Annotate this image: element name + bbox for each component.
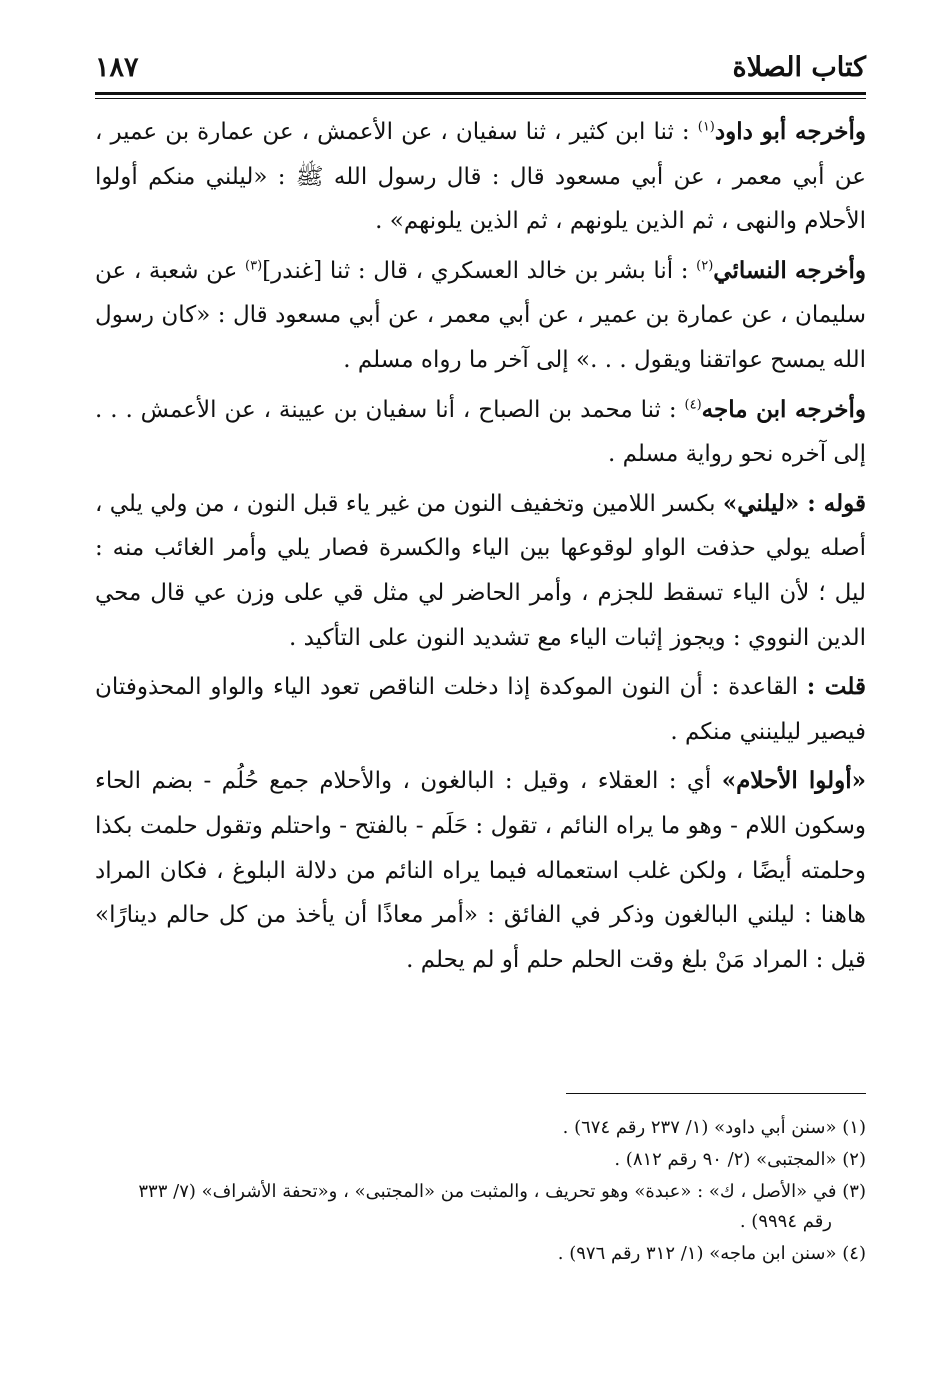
- paragraph-nasai: [95, 249, 866, 383]
- paragraph-ibn-majah: [95, 388, 866, 477]
- paragraph-lead: قلت :: [806, 673, 866, 701]
- paragraph-lead: وأخرجه النسائي: [713, 256, 866, 284]
- footnote-text: «سنن ابن ماجه» (١/ ٣١٢ رقم ٩٧٦) .: [557, 1243, 837, 1264]
- paragraph-ulul-ahlam: [95, 759, 866, 982]
- paragraph-qultu: [95, 665, 866, 754]
- paragraph-text: : ثنا ابن كثير ، ثنا سفيان ، عن الأعمش ، عن عمارة بن عمير ، عن أبي معمر ، عن أبي مسعود قال : قال رسول الله ﷺ : «ليلني منكم أولوا الأحلام والنهى ، ثم الذين يلونهم ، ثم الذين يلونهم» .: [95, 119, 866, 235]
- header-rule: [95, 92, 866, 99]
- footnote-separator: [566, 1093, 866, 1094]
- chapter-title: كتاب الصلاة: [732, 51, 866, 83]
- footnote-text: في «الأصل ، ك» : «عبدة» وهو تحريف ، والمثبت من «المجتبى» ، و«تحفة الأشراف» (٧/ ٣٣٣: [138, 1181, 837, 1202]
- page-number: ١٨٧: [95, 51, 139, 83]
- footnote-ref[interactable]: (٣): [245, 258, 263, 274]
- paragraph-text: : أنا بشر بن خالد العسكري ، قال : ثنا [غندر]: [262, 257, 689, 284]
- paragraph-lead: قوله : «ليلني»: [722, 489, 867, 517]
- paragraph-lead: وأخرجه ابن ماجه: [701, 395, 866, 423]
- footnote-item: [95, 1177, 866, 1237]
- footnote-ref[interactable]: (٢): [696, 258, 714, 274]
- footnote-item: [95, 1239, 866, 1269]
- paragraph-laylani: [95, 482, 866, 660]
- footnotes: [95, 1113, 866, 1271]
- paragraph-lead: وأخرجه أبو داود: [714, 118, 866, 145]
- footnote-number: (٤): [842, 1243, 866, 1264]
- footnote-ref[interactable]: (١): [697, 119, 715, 135]
- footnote-item: [95, 1145, 866, 1175]
- paragraph-abu-dawud: [95, 110, 866, 244]
- page-header: [95, 42, 866, 92]
- paragraph-text: القاعدة : أن النون الموكدة إذا دخلت الناقص تعود الياء والواو المحذوفتان فيصير ليلينني منكم .: [95, 674, 866, 745]
- footnote-number: (١): [842, 1117, 866, 1138]
- footnote-text-continued: رقم ٩٩٩٤) .: [739, 1211, 832, 1232]
- footnote-text: «سنن أبي داود» (١/ ٢٣٧ رقم ٦٧٤) .: [562, 1117, 837, 1138]
- paragraph-text: : ثنا محمد بن الصباح ، أنا سفيان بن عيينة ، عن الأعمش . . . إلى آخره نحو رواية مسلم .: [95, 396, 866, 468]
- paragraph-text: بكسر اللامين وتخفيف النون من غير ياء قبل النون ، من ولي يلي ، أصله يولي حذفت الواو لوقوعها بين الياء والكسرة فصار يلي وأمر الغائب منه : ليل ؛ لأن الياء تسقط للجزم ، وأمر الحاضر لي مثل قي على وزن عي قال محي الدين النووي : ويجوز إثبات الياء مع تشديد النون على التأكيد .: [95, 490, 866, 651]
- footnote-item: [95, 1113, 866, 1143]
- footnote-text: «المجتبى» (٢/ ٩٠ رقم ٨١٢) .: [614, 1149, 837, 1170]
- main-text: [95, 110, 866, 987]
- paragraph-lead: «أولوا الأحلام»: [721, 767, 866, 795]
- footnote-ref[interactable]: (٤): [684, 396, 702, 412]
- paragraph-text-continued: عن شعبة ، عن سليمان ، عن عمارة بن عمير ، عن أبي معمر ، عن أبي مسعود قال : «كان رسول الله يمسح عواتقنا ويقول . . .» إلى آخر ما رواه مسلم .: [95, 257, 866, 373]
- footnote-number: (٣): [842, 1181, 866, 1202]
- paragraph-text: أي : العقلاء ، وقيل : البالغون ، والأحلام جمع حُلُم - بضم الحاء وسكون اللام - وهو ما يراه النائم ، تقول : حَلَم - بالفتح - واحتلم وتقول حلمت بكذا وحلمته أيضًا ، ولكن غلب استعماله فيما يراه النائم من دلالة البلوغ ، فكان المراد هاهنا : ليلني البالغون وذكر في الفائق : «أمر معاذًا أن يأخذ من كل حالم دينارًا» قيل : المراد مَنْ بلغ وقت الحلم حلم أو لم يحلم .: [95, 768, 866, 973]
- footnote-number: (٢): [842, 1149, 866, 1170]
